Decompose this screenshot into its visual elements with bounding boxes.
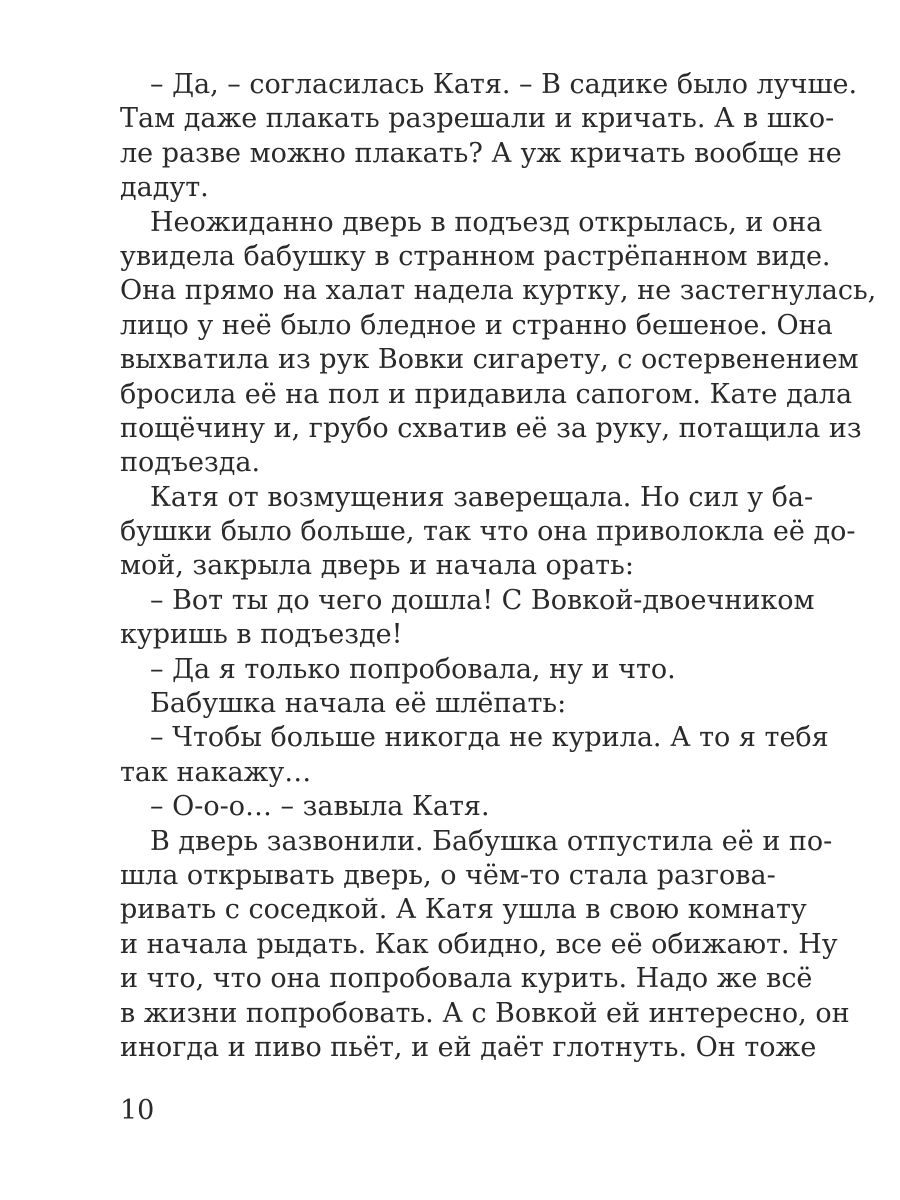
- text-line: Катя от возмущения заверещала. Но сил у ба-: [150, 481, 814, 513]
- text-line: – Вот ты до чего дошла! С Вовкой-двоечником: [150, 584, 815, 616]
- text-line: подъезда.: [120, 447, 261, 479]
- text-line: бросила её на пол и придавила сапогом. Кате дала: [120, 378, 853, 410]
- text-line: так накажу…: [120, 756, 312, 788]
- body-text: [120, 68, 877, 1065]
- text-line: выхватила из рук Вовки сигарету, с остервенением: [120, 344, 859, 376]
- text-line: шла открывать дверь, о чём-то стала разгова-: [120, 859, 776, 891]
- text-line: ривать с соседкой. А Катя ушла в свою комнату: [120, 894, 807, 926]
- text-line: лицо у неё было бледное и странно бешеное. Она: [120, 309, 833, 341]
- text-line: пощёчину и, грубо схватив её за руку, потащила из: [120, 412, 862, 444]
- text-line: – Да, – согласилась Катя. – В садике было лучше.: [150, 69, 858, 100]
- text-line: – Да я только попробовала, ну и что.: [150, 653, 676, 685]
- page-number: 10: [120, 1095, 155, 1126]
- text-line: – О-о-о… – завыла Катя.: [150, 791, 490, 823]
- text-line: бушки было больше, так что она приволокла её до-: [120, 516, 856, 548]
- text-line: В дверь зазвонили. Бабушка отпустила её и по-: [150, 825, 833, 857]
- text-line: и что, что она попробовала курить. Надо же всё: [120, 963, 813, 995]
- text-line: Она прямо на халат надела куртку, не застегнулась,: [120, 275, 877, 307]
- text-line: – Чтобы больше никогда не курила. А то я тебя: [150, 722, 829, 754]
- text-line: и начала рыдать. Как обидно, все её обижают. Ну: [120, 928, 838, 960]
- text-line: увидела бабушку в странном растрёпанном виде.: [120, 240, 831, 272]
- text-line: в жизни попробовать. А с Вовкой ей интересно, он: [120, 997, 850, 1029]
- text-line: Бабушка начала её шлёпать:: [150, 688, 567, 720]
- text-line: ле разве можно плакать? А уж кричать вообще не: [120, 137, 842, 169]
- text-line: Неожиданно дверь в подъезд открылась, и она: [150, 206, 823, 238]
- text-line: дадут.: [120, 172, 209, 204]
- text-line: куришь в подъезде!: [120, 619, 403, 651]
- text-line: иногда и пиво пьёт, и ей даёт глотнуть. Он тоже: [120, 1031, 817, 1063]
- text-line: Там даже плакать разрешали и кричать. А в шко-: [120, 103, 835, 135]
- text-line: мой, закрыла дверь и начала орать:: [120, 550, 634, 582]
